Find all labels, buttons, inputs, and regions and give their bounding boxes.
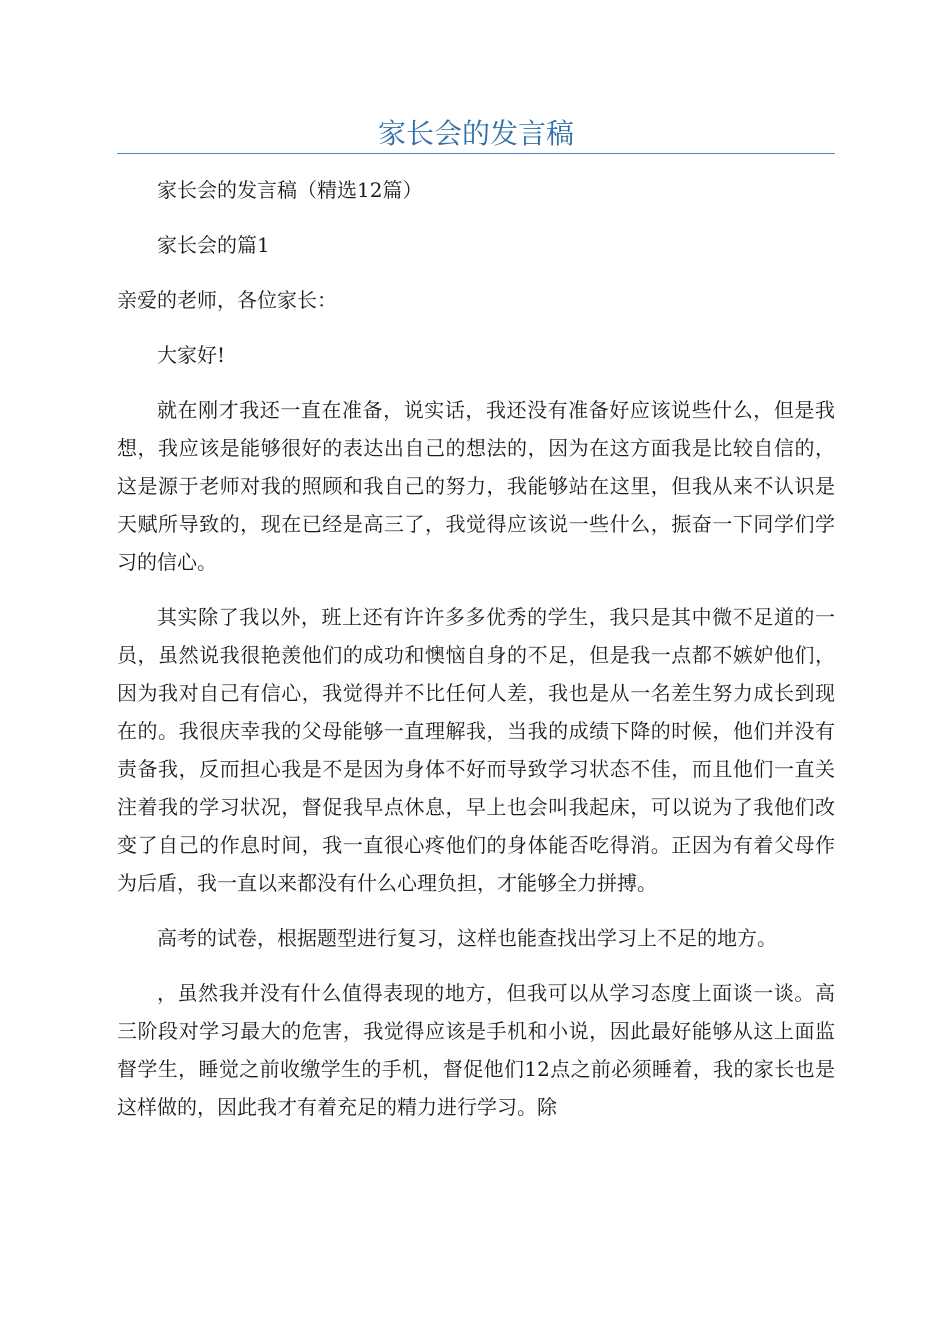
body-paragraph: 就在刚才我还一直在准备，说实话，我还没有准备好应该说些什么，但是我想，我应该是能够很好的表达出自己的想法的，因为在这方面我是比较自信的，这是源于老师对我的照顾和我自己的努力，我能够站在这里，但我从来不认识是天赋所导致的，现在已经是高三了，我觉得应该说一些什么，振奋一下同学们学习的信心。: [117, 398, 835, 574]
title-underline: [117, 153, 835, 154]
section-heading: 家长会的篇1: [157, 233, 270, 257]
body-paragraph: 高考的试卷，根据题型进行复习，这样也能查找出学习上不足的地方。: [157, 926, 777, 950]
document-body: [117, 171, 835, 1126]
document-title: 家长会的发言稿: [377, 117, 574, 150]
body-paragraph: 其实除了我以外，班上还有许许多多优秀的学生，我只是其中微不足道的一员，虽然说我很艳羡他们的成功和懊恼自身的不足，但是我一点都不嫉妒他们，因为我对自己有信心，我觉得并不比任何人差，我也是从一名差生努力成长到现在的。我很庆幸我的父母能够一直理解我，当我的成绩下降的时候，他们并没有责备我，反而担心我是不是因为身体不好而导致学习状态不佳，而且他们一直关注着我的学习状况，督促我早点休息，早上也会叫我起床，可以说为了我他们改变了自己的作息时间，我一直很心疼他们的身体能否吃得消。正因为有着父母作为后盾，我一直以来都没有什么心理负担，才能够全力拼搏。: [117, 605, 835, 895]
body-paragraph: ，虽然我并没有什么值得表现的地方，但我可以从学习态度上面谈一谈。高三阶段对学习最大的危害，我觉得应该是手机和小说，因此最好能够从这上面监督学生，睡觉之前收缴学生的手机，督促他们12点之前必须睡着，我的家长也是这样做的，因此我才有着充足的精力进行学习。除: [117, 981, 835, 1119]
greeting: 大家好!: [157, 343, 226, 367]
subtitle-paragraph: 家长会的发言稿（精选12篇）: [157, 178, 423, 202]
salutation: 亲爱的老师，各位家长：: [117, 288, 337, 312]
